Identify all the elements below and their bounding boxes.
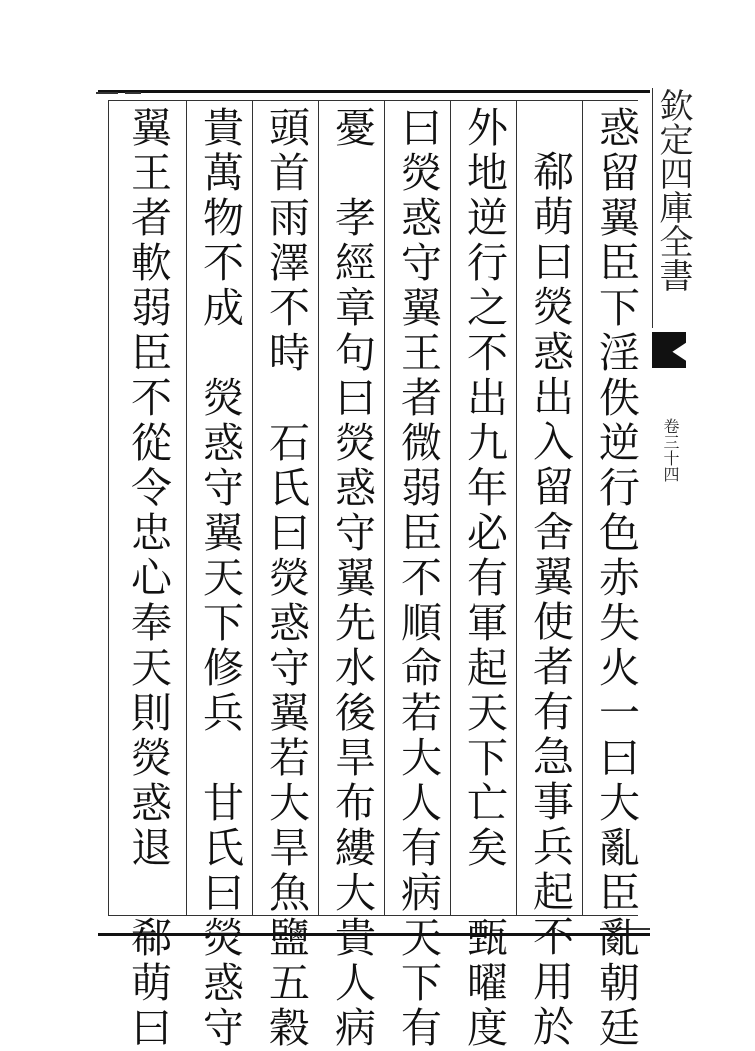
text-column-5 [318,100,384,1051]
margin-title-strip [652,88,693,328]
text-column-4 [384,100,450,1051]
text-column-8 [108,100,186,1051]
text-column-2 [516,100,582,1050]
fishtail-mark-icon [652,332,686,368]
column-text: 憂 孝經章句曰熒惑守翼先水後旱布縷大貴人病 [328,106,376,1051]
column-text: 曰熒惑守翼王者微弱臣不順命若大人有病天下有 [394,106,442,1051]
column-text: 郗萌曰熒惑出入留舍翼使者有急事兵起不用於 [526,150,574,1050]
juan-number: 卷三十四 [661,418,680,482]
margin-title: 欽定四庫全書 [653,88,693,292]
scan-mark [96,92,118,94]
column-text: 貴萬物不成 熒惑守翼天下修兵 甘氏曰熒惑守 [196,106,244,1051]
column-text: 惑留翼臣下淫佚逆行色赤失火一曰大亂臣亂朝廷 [592,106,640,1051]
scan-mark [125,92,141,94]
text-column-3 [450,100,516,1051]
column-text: 頭首雨澤不時 石氏曰熒惑守翼若大旱魚鹽五穀 [262,106,310,1051]
text-column-6 [252,100,318,1051]
text-column-1 [582,100,648,1051]
text-column-7 [186,100,252,1051]
column-text: 翼王者軟弱臣不從令忠心奉天則熒惑退 郗萌曰 [124,106,172,1051]
column-text: 外地逆行之不出九年必有軍起天下亡矣 甄曜度 [460,106,508,1051]
